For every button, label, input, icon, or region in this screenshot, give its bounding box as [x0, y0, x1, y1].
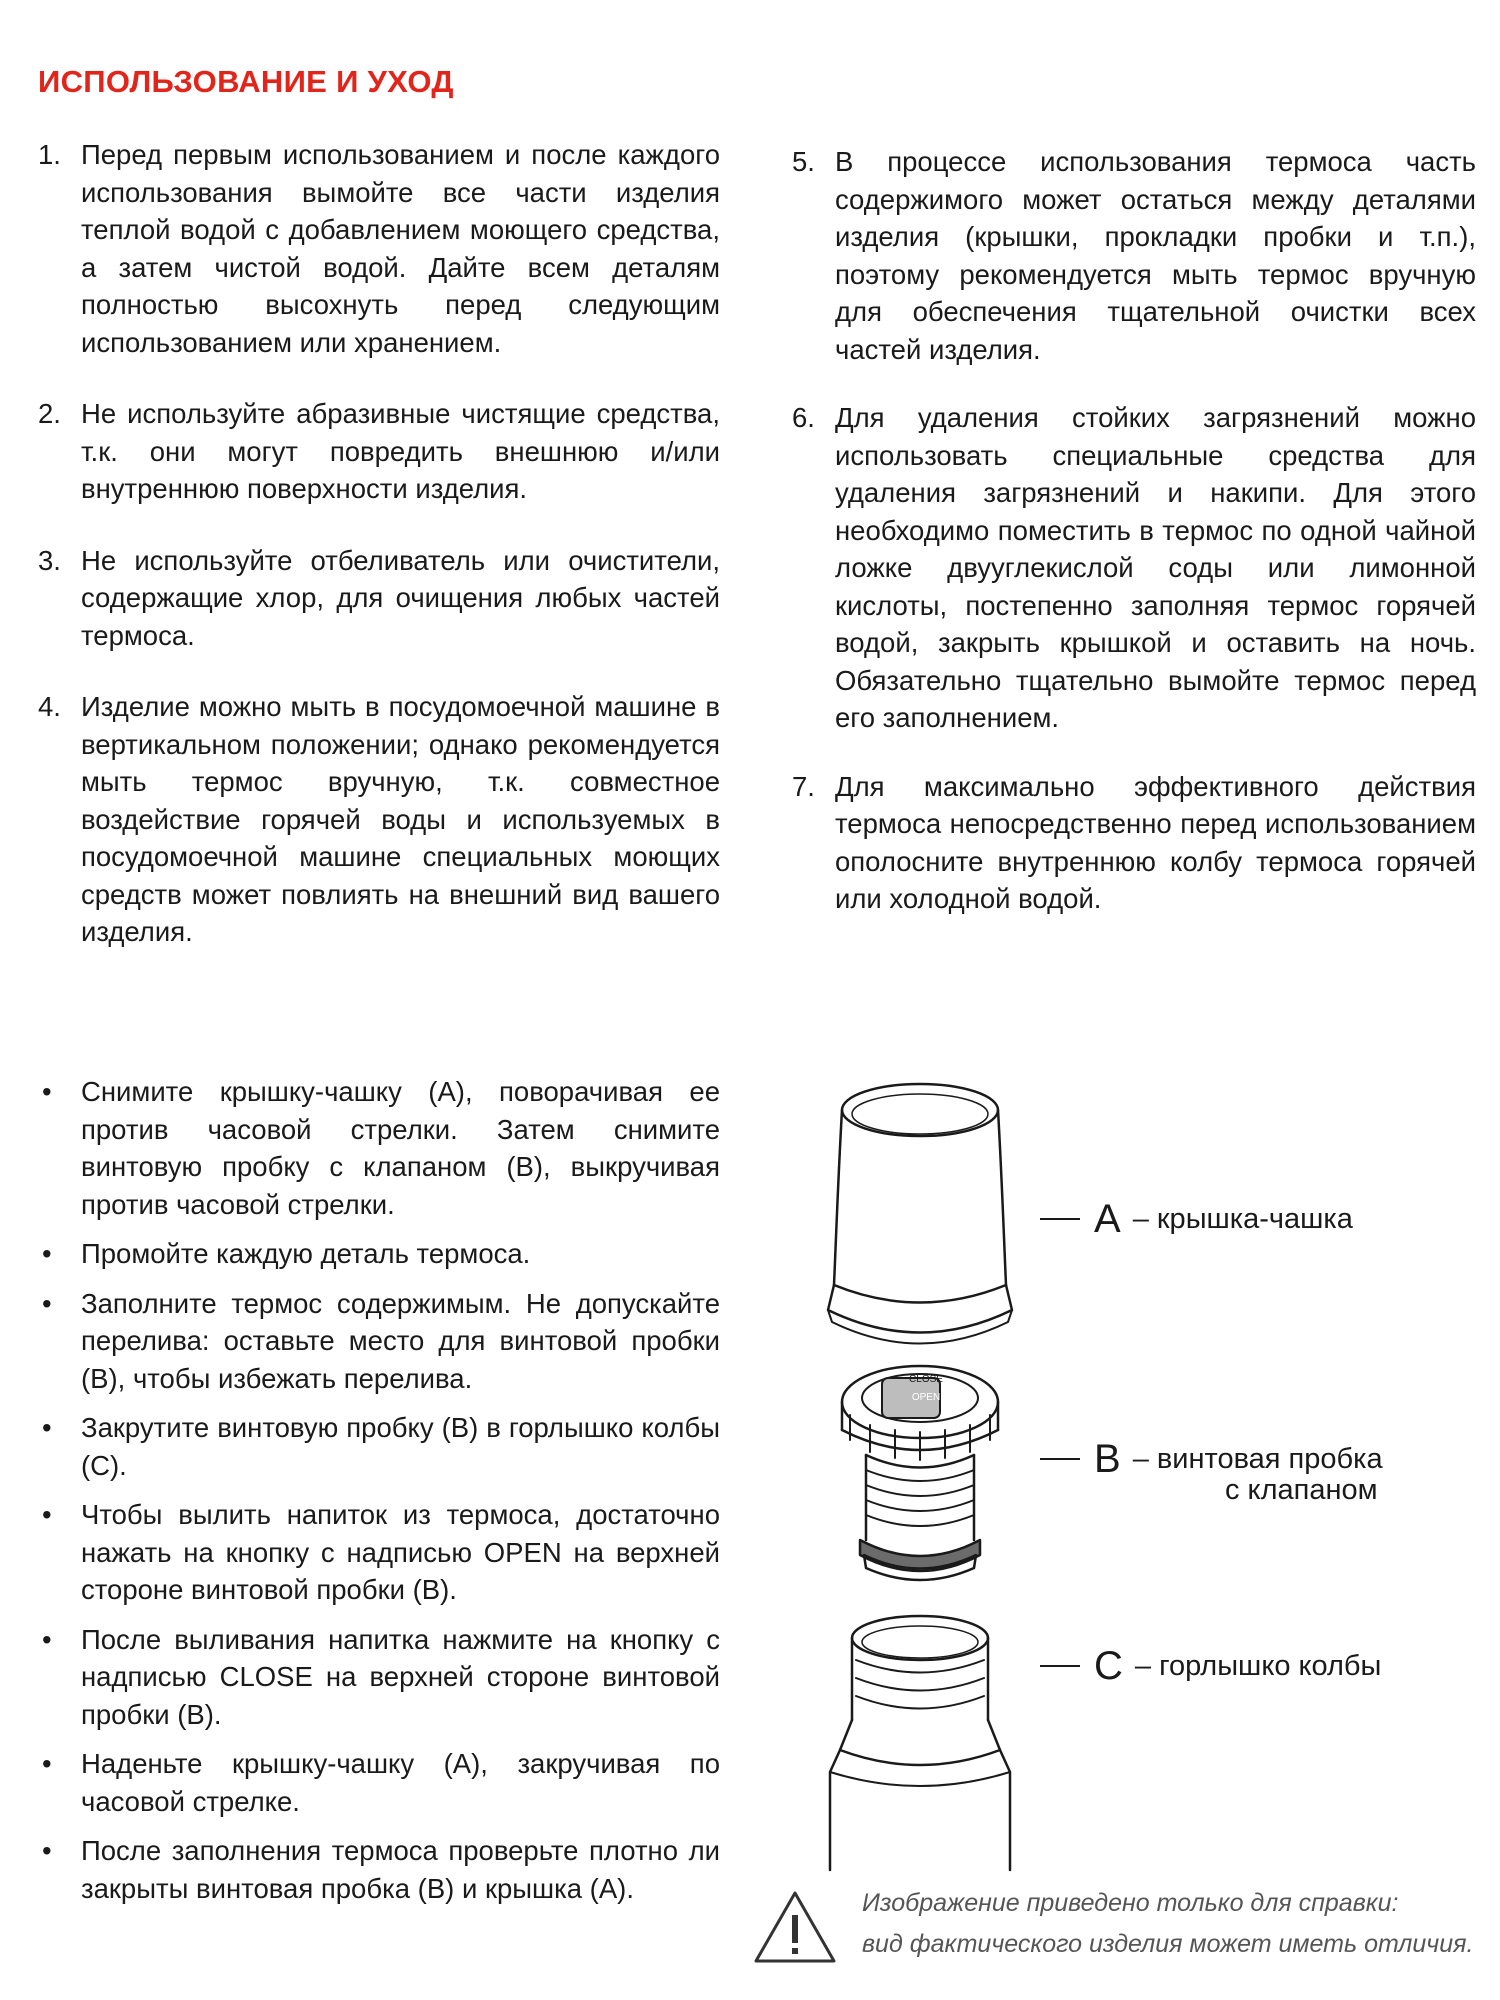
- usage-bullet-list: [38, 1073, 720, 1919]
- bullet-icon: •: [42, 1623, 52, 1655]
- thermos-diagram: [770, 1060, 1070, 1880]
- instructions-list-left: [38, 136, 720, 985]
- label-c: [1040, 1643, 1382, 1688]
- item-text: В процессе использования термоса часть содержимого может остаться между деталями изделия (крышки, прокладки пробки и т.п.), поэтому рекомендуется мыть термос вручную для обеспечения тщательной очистки всех частей изделия.: [835, 146, 1476, 365]
- bullet-icon: •: [42, 1499, 52, 1530]
- disclaimer-note: [862, 1883, 1473, 1965]
- instruction-item: [792, 399, 1476, 737]
- instruction-item: [38, 136, 720, 361]
- page-title: ИСПОЛЬЗОВАНИЕ И УХОД: [38, 64, 454, 99]
- label-letter: A: [1094, 1196, 1121, 1241]
- label-letter: C: [1094, 1643, 1123, 1688]
- bullet-item: [38, 1832, 720, 1907]
- label-text: – горлышко колбы: [1134, 1649, 1382, 1682]
- item-number: 6.: [792, 402, 815, 433]
- bullet-text: Заполните термос содержимым. Не допускайте перелива: оставьте место для винтовой пробки (В), чтобы избежать перелива.: [81, 1287, 720, 1394]
- item-number: 4.: [38, 691, 61, 722]
- bullet-item: [38, 1285, 720, 1398]
- instruction-item: [38, 395, 720, 508]
- item-number: 7.: [792, 770, 815, 802]
- leader-line: [1040, 1218, 1080, 1220]
- bullet-text: Чтобы вылить напиток из термоса, достаточно нажать на кнопку с надписью OPEN на верхней стороне винтовой пробки (В).: [81, 1499, 720, 1605]
- warning-icon: [752, 1888, 838, 1966]
- instruction-item: [38, 688, 720, 951]
- item-text: Не используйте абразивные чистящие средства, т.к. они могут повредить внешнюю и/или внутреннюю поверхности изделия.: [81, 398, 720, 504]
- bullet-icon: •: [42, 1412, 52, 1443]
- bullet-icon: •: [42, 1076, 52, 1107]
- label-b: [1040, 1436, 1383, 1506]
- bullet-text: Снимите крышку-чашку (А), поворачивая ее против часовой стрелки. Затем снимите винтовую пробку с клапаном (В), выкручивая против часовой стрелки.: [81, 1076, 720, 1220]
- bullet-item: [38, 1409, 720, 1484]
- bullet-item: [38, 1496, 720, 1609]
- bullet-icon: •: [42, 1238, 52, 1269]
- label-text: – крышка-чашка: [1132, 1202, 1353, 1235]
- bullet-item: [38, 1745, 720, 1820]
- bullet-text: Наденьте крышку-чашку (А), закручивая по часовой стрелке.: [81, 1748, 720, 1817]
- cup-lid-illustration: [828, 1084, 1012, 1344]
- bullet-item: [38, 1073, 720, 1223]
- item-text: Не используйте отбеливатель или очистители, содержащие хлор, для очищения любых частей термоса.: [81, 544, 720, 651]
- open-label: OPEN: [911, 1392, 941, 1403]
- item-text: Для удаления стойких загрязнений можно использовать специальные средства для удаления загрязнений и накипи. Для этого необходимо поместить в термос по одной чайной ложке двууглекислой соды или лимонной кислоты, постепенно заполняя термос горячей водой, закрыть крышкой и оставить на ночь. Обязательно тщательно вымойте термос перед его заполнением.: [835, 402, 1476, 733]
- item-text: Для максимально эффективного действия термоса непосредственно перед использованием ополосните внутреннюю колбу термоса горячей или холодной водой.: [835, 770, 1476, 914]
- note-line-2: вид фактического изделия может иметь отличия.: [862, 1930, 1474, 1958]
- bullet-icon: •: [42, 1287, 52, 1319]
- flask-neck-illustration: [830, 1616, 1010, 1870]
- note-line-1: Изображение приведено только для справки:: [862, 1889, 1399, 1917]
- item-text: Изделие можно мыть в посудомоечной машине в вертикальном положении; однако рекомендуется мыть термос вручную, т.к. совместное воздействие горячей воды и используемых в посудомоечной машине специальных моющих средств может повлиять на внешний вид вашего изделия.: [81, 691, 720, 947]
- leader-line: [1040, 1665, 1080, 1667]
- instructions-list-right: [792, 143, 1476, 949]
- screw-stopper-illustration: [842, 1366, 998, 1580]
- instruction-item: [792, 143, 1476, 368]
- instruction-item: [38, 542, 720, 655]
- label-letter: B: [1094, 1436, 1121, 1481]
- bullet-text: После выливания напитка нажмите на кнопку с надписью CLOSE на верхней стороне винтовой пробки (В).: [81, 1623, 720, 1730]
- bullet-text: Закрутите винтовую пробку (В) в горлышко колбы (С).: [81, 1412, 720, 1481]
- item-number: 5.: [792, 146, 815, 177]
- item-text: Перед первым использованием и после каждого использования вымойте все части изделия теплой водой с добавлением моющего средства, а затем чистой водой. Дайте всем деталям полностью высохнуть перед следующим использованием или хранением.: [81, 139, 720, 358]
- item-number: 3.: [38, 544, 61, 576]
- leader-line: [1040, 1458, 1080, 1460]
- label-text-line2: с клапаном: [1225, 1473, 1378, 1506]
- bullet-text: После заполнения термоса проверьте плотно ли закрыты винтовая пробка (В) и крышка (А).: [81, 1835, 720, 1904]
- bullet-item: [38, 1621, 720, 1734]
- close-label: CLOSE: [909, 1374, 943, 1385]
- label-a: [1040, 1196, 1353, 1241]
- bullet-item: [38, 1235, 720, 1273]
- bullet-text: Промойте каждую деталь термоса.: [81, 1238, 531, 1269]
- bullet-icon: •: [42, 1835, 52, 1866]
- instruction-item: [792, 768, 1476, 918]
- bullet-icon: •: [42, 1748, 52, 1779]
- label-text: – винтовая пробка: [1132, 1442, 1383, 1475]
- item-number: 2.: [38, 398, 61, 429]
- item-number: 1.: [38, 139, 61, 170]
